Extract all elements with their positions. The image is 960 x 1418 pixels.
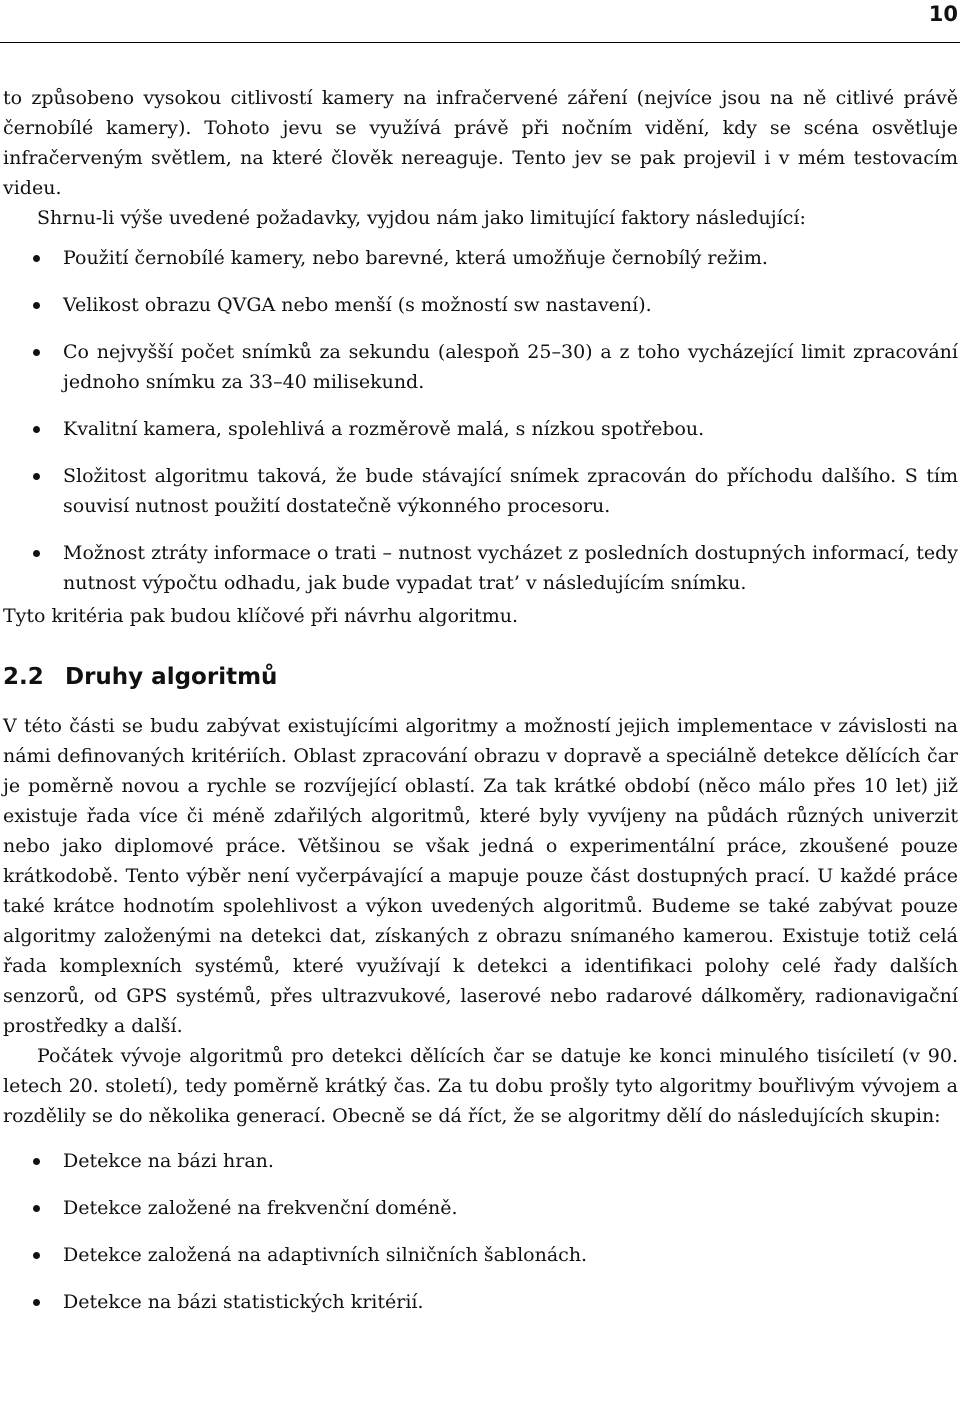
list-item xyxy=(3,1146,958,1176)
list-item-text: Detekce na bázi statistických kritérií. xyxy=(63,1291,424,1313)
list-item-text: Použití černobílé kamery, nebo barevné, která umožňuje černobílý režim. xyxy=(63,247,768,269)
bullet-icon xyxy=(33,1252,40,1259)
requirements-lead: Shrnu-li výše uvedené požadavky, vyjdou nám jako limitující faktory následující: xyxy=(37,207,806,229)
bullet-icon xyxy=(33,349,40,356)
list-item xyxy=(3,538,958,598)
section-paragraph: Počátek vývoje algoritmů pro detekci dělících čar se datuje ke konci minulého tisíciletí (v 90. letech 20. století), tedy poměrně krátký čas. Za tu dobu prošly tyto algoritmy bouřlivým vývojem a rozdělily se do několika generací. Obecně se dá říct, že se algoritmy dělí do následujících skupin: xyxy=(3,1045,958,1127)
list-item-text: Detekce na bázi hran. xyxy=(63,1150,274,1172)
page-number: 10 xyxy=(928,2,958,26)
list-item-text: Detekce založené na frekvenční doméně. xyxy=(63,1197,458,1219)
criteria-note: Tyto kritéria pak budou klíčové při návrhu algoritmu. xyxy=(3,605,519,627)
list-item-text: Co nejvyšší počet snímků za sekundu (alespoň 25–30) a z toho vycházející limit zpracování jednoho snímku za 33–40 milisekund. xyxy=(63,341,958,393)
list-item xyxy=(3,1287,958,1317)
bullet-icon xyxy=(33,426,40,433)
algorithm-groups-list xyxy=(3,1146,958,1317)
section-number: 2.2 xyxy=(3,664,44,690)
header-rule xyxy=(0,42,960,43)
list-item xyxy=(3,1193,958,1223)
list-item-text: Možnost ztráty informace o trati – nutnost vycházet z posledních dostupných informací, tedy nutnost výpočtu odhadu, jak bude vypadat trat’ v následujícím snímku. xyxy=(63,542,958,594)
list-item-text: Detekce založená na adaptivních silničních šablonách. xyxy=(63,1244,588,1266)
list-item-text: Složitost algoritmu taková, že bude stávající snímek zpracován do příchodu dalšího. S tím souvisí nutnost použití dostatečně výkonného procesoru. xyxy=(63,465,958,517)
requirements-list xyxy=(3,243,958,598)
intro-paragraph: to způsobeno vysokou citlivostí kamery na infračervené záření (nejvíce jsou na ně citlivé právě černobílé kamery). Tohoto jevu se využívá právě při nočním vidění, kdy se scéna osvětluje infračerveným světlem, na které člověk nereaguje. Tento jev se pak projevil i v mém testovacím videu. xyxy=(3,87,958,199)
list-item xyxy=(3,243,958,273)
section-heading xyxy=(3,662,958,692)
list-item-text: Kvalitní kamera, spolehlivá a rozměrově malá, s nízkou spotřebou. xyxy=(63,418,705,440)
list-item xyxy=(3,290,958,320)
section-paragraph: V této části se budu zabývat existujícími algoritmy a možností jejich implementace v závislosti na námi definovaných kritériích. Oblast zpracování obrazu v dopravě a speciálně detekce dělících čar je poměrně novou a rychle se rozvíjející oblastí. Za tak krátké období (něco málo přes 10 let) již existuje řada více či méně zdařilých algoritmů, které byly vyvíjeny na půdách různých univerzit nebo jako diplomové práce. Většinou se však jedná o experimentální práce, zkoušené pouze krátkodobě. Tento výběr není vyčerpávající a mapuje pouze část dostupných prací. U každé práce také krátce hodnotím spolehlivost a výkon uvedených algoritmů. Budeme se také zabývat pouze algoritmy založenými na detekci dat, získaných z obrazu snímaného kamerou. Existuje totiž celá řada komplexních systémů, které využívají k detekci a identifikaci polohy celé řady dalších senzorů, od GPS systémů, přes ultrazvukové, laserové nebo radarové dálkoměry, radionavigační prostředky a další. xyxy=(3,715,958,1037)
bullet-icon xyxy=(33,1158,40,1165)
list-item xyxy=(3,1240,958,1270)
list-item xyxy=(3,461,958,521)
bullet-icon xyxy=(33,473,40,480)
bullet-icon xyxy=(33,1299,40,1306)
bullet-icon xyxy=(33,1205,40,1212)
bullet-icon xyxy=(33,550,40,557)
list-item xyxy=(3,414,958,444)
list-item-text: Velikost obrazu QVGA nebo menší (s možností sw nastavení). xyxy=(63,294,652,316)
bullet-icon xyxy=(33,255,40,262)
section-title: Druhy algoritmů xyxy=(65,664,278,690)
bullet-icon xyxy=(33,302,40,309)
page-body xyxy=(3,83,958,1334)
list-item xyxy=(3,337,958,397)
